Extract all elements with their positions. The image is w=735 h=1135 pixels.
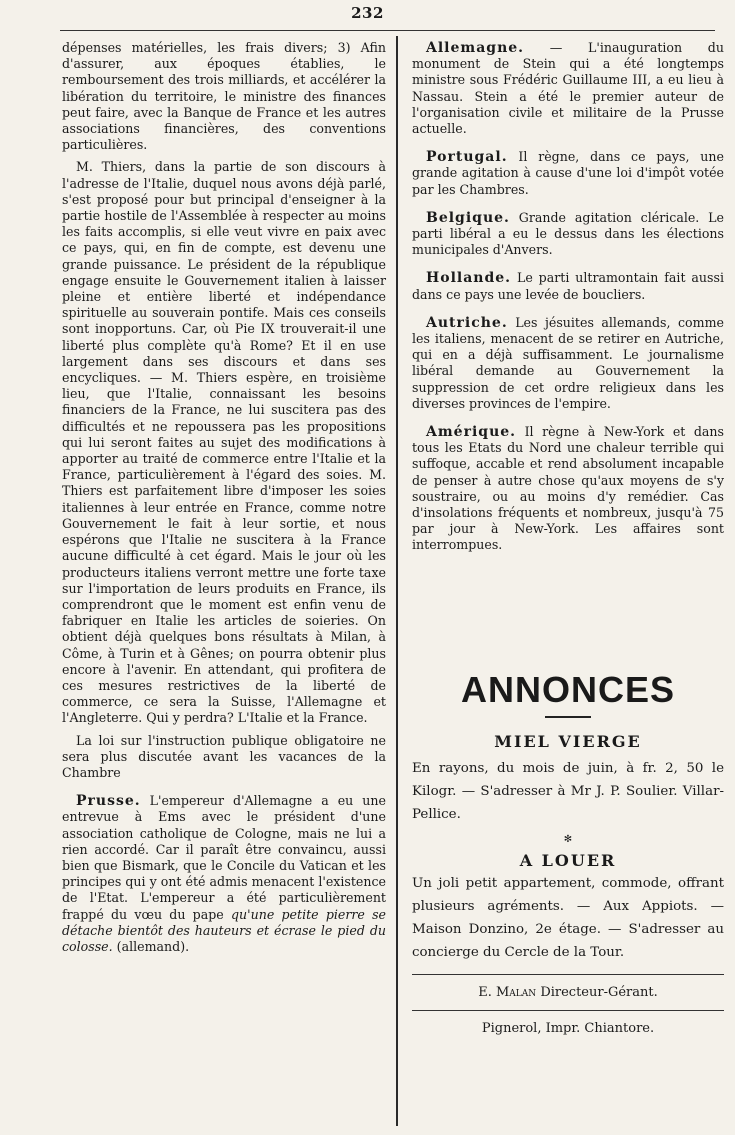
- prusse-paragraph: [62, 793, 386, 955]
- annonces-heading: ANNONCES: [460, 669, 675, 710]
- amerique-text: Il règne à New-York et dans tous les Etats du Nord une chaleur terrible qui suffoque, accable et rend absolument incapable de penser à autre chose qu'aux moyens de s'y soustraire, ou au moins d'y remédier. Cas d'insolations fréquents et nombreux, jusqu'à 75 par jour à New-York. Les affaires sont interrompues.: [412, 424, 724, 553]
- hollande-text: Le parti ultramontain fait aussi dans ce pays une levée de boucliers.: [412, 270, 724, 302]
- ad-louer-text: Un joli petit appartement, commode, offrant plusieurs agréments. — Aux Appiots. — Maison Donzino, 2e étage. — S'adresser au concierge du Cercle de la Tour.: [412, 876, 724, 960]
- allemagne-heading: Allemagne.: [426, 40, 525, 56]
- prusse-heading: Prusse.: [76, 793, 141, 810]
- director-name: Malan: [496, 985, 537, 1000]
- column-divider: [396, 36, 398, 1126]
- footer-rule-1: [412, 974, 724, 975]
- annonces-section: [412, 660, 724, 1036]
- footer-rule-2: [412, 1010, 724, 1011]
- belgique-paragraph: [412, 210, 724, 259]
- amerique-paragraph: [412, 424, 724, 554]
- belgique-heading: Belgique.: [426, 209, 510, 226]
- director-line: [412, 985, 724, 1000]
- portugal-text: Il règne, dans ce pays, une grande agitation à cause d'une loi d'impôt votée par les Chambres.: [412, 149, 724, 197]
- prusse-end: (allemand).: [116, 938, 190, 954]
- hollande-heading: Hollande.: [426, 270, 512, 287]
- left-column: [62, 40, 386, 955]
- director-title: Directeur-Gérant.: [540, 985, 658, 1000]
- printer-line: Pignerol, Impr. Chiantore.: [481, 1021, 655, 1036]
- ad-miel-title: MIEL VIERGE: [494, 732, 642, 751]
- annonces-rule: [545, 716, 591, 718]
- ad-louer-title: A LOUER: [519, 851, 617, 870]
- belgique-text: Grande agitation cléricale. Le parti libéral a eu le dessus dans les élections municipales d'Anvers.: [412, 209, 724, 258]
- allemagne-paragraph: [412, 40, 724, 137]
- separator-ornament: ✻: [563, 834, 573, 845]
- instruction-paragraph: La loi sur l'instruction publique obligatoire ne sera plus discutée avant les vacances de la Chambre: [62, 732, 386, 780]
- portugal-paragraph: [412, 149, 724, 198]
- top-rule: [60, 30, 715, 31]
- portugal-heading: Portugal.: [426, 149, 508, 166]
- finance-paragraph: dépenses matérielles, les frais divers; 3) Afin d'assurer, aux époques établies, le remboursement des trois milliards, et accélérer la libération du territoire, le ministre des finances peut faire, avec la Banque de France et les autres associations financières, des conventions particulières.: [62, 40, 386, 153]
- ad-miel-text: En rayons, du mois de juin, à fr. 2, 50 le Kilogr. — S'adresser à Mr J. P. Soulier. Villar-Pellice.: [412, 761, 724, 822]
- thiers-paragraph: M. Thiers, dans la partie de son discours à l'adresse de l'Italie, duquel nous avons déjà parlé, s'est proposé pour but principal d'enseigner à la partie hostile de l'Assemblée à respecter au moins les faits accomplis, si elle veut vivre en paix avec ce pays, qui, en fin de compte, est devenu une grande puissance. Le président de la république engage ensuite le Gouvernement italien à laisser pleine et entière liberté et indépendance spirituelle au souverain pontife. Mais ces conseils sont inopportuns. Car, où Pie IX trouverait-il une liberté plus complète qu'à Rome? Et il en use largement dans ses discours et dans ses encycliques. — M. Thiers espère, en troisième lieu, que l'Italie, connaissant les besoins financiers de la France, ne lui suscitera pas des difficultés et ne repoussera pas les propositions qui lui seront faites au sujet des modifications à apporter au traité de commerce entre l'Italie et la France, particulièrement à l'égard des soies. M. Thiers est parfaitement libre d'imposer les soies italiennes à leur entrée en France, comme notre Gouvernement le fait à leur sortie, et nous espérons que l'Italie ne suscitera à la France aucune difficulté à cet égard. Mais le jour où les producteurs italiens verront mettre une forte taxe sur l'importation de leurs produits en France, ils comprendront que le moment est enfin venu de fabriquer en Italie les articles de soieries. On obtient déjà quelques bons résultats à Milan, à Côme, à Turin et à Gênes; on pourra obtenir plus encore à l'avenir. En attendant, qui profitera de ces mesures restrictives de la liberté de commerce, ce sera la Suisse, l'Allemagne et l'Angleterre. Qui y perdra? L'Italie et la France.: [62, 159, 386, 726]
- page-number: 232: [351, 4, 384, 22]
- prusse-quote: qu'une petite pierre se détache bientôt des hauteurs et écrase le pied du colosse.: [62, 906, 386, 954]
- hollande-paragraph: [412, 270, 724, 302]
- prusse-text: L'empereur d'Allemagne a eu une entrevue à Ems avec le président d'une association catholique de Cologne, mais ne lui a rien accordé. Car il paraît être convaincu, aussi bien que Bismark, que le Concile du Vatican et les principes qui y ont été admis menacent l'existence de l'Etat. L'empereur a été particulièrement frappé du vœu du pape: [62, 793, 386, 922]
- director-prefix: E.: [478, 985, 492, 1000]
- autriche-text: Les jésuites allemands, comme les italiens, menacent de se retirer en Autriche, qui en a déjà suffisamment. Le journalisme libéral demande au Gouvernement la suppression de cet ordre religieux dans les diverses provinces de l'empire.: [412, 314, 724, 411]
- autriche-heading: Autriche.: [426, 314, 508, 331]
- autriche-paragraph: [412, 315, 724, 412]
- allemagne-text: — L'inauguration du monument de Stein qui a été longtemps ministre sous Frédéric Guillaume III, a eu lieu à Nassau. Stein a été le premier auteur de l'organisation civile et militaire de la Prusse actuelle.: [412, 40, 724, 137]
- amerique-heading: Amérique.: [426, 424, 517, 441]
- right-column: [412, 40, 724, 554]
